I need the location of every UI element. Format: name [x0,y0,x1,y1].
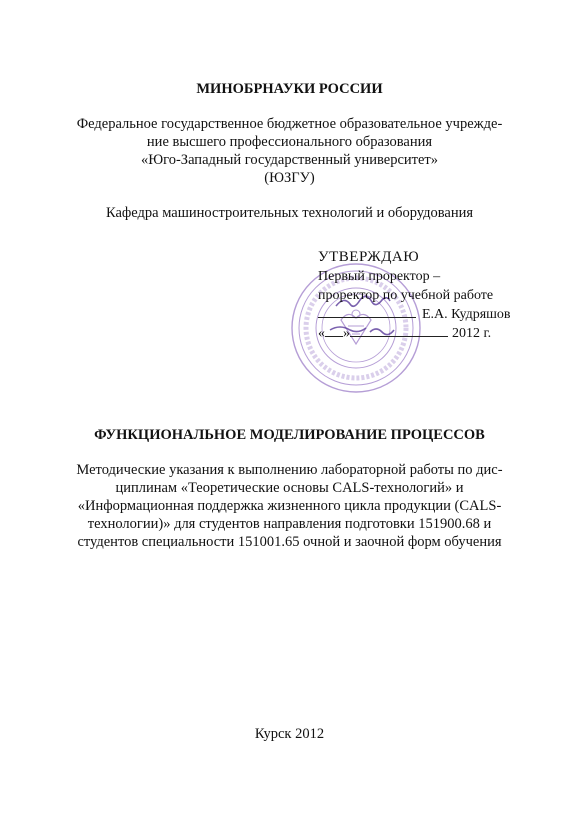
city-year: Курск 2012 [254,726,325,742]
institution-line-4: (ЮЗГУ) [264,170,315,186]
approval-date-row [318,324,528,343]
department-name: Кафедра машиностроительных технологий и оборудования [105,205,474,221]
institution-line-2: ние высшего профессионального образования [146,134,433,150]
date-month-line [350,324,448,337]
institution-line-3: «Юго-Западный государственный университет» [140,152,439,168]
approval-signature-row [318,305,528,324]
approval-heading: УТВЕРЖДАЮ [318,249,420,265]
description-line-4: технологии)» для студентов направления подготовки 151900.68 и [87,516,492,532]
approval-signer: Е.А. Кудряшов [422,307,511,322]
date-day-line [325,324,343,337]
document-title: ФУНКЦИОНАЛЬНОЕ МОДЕЛИРОВАНИЕ ПРОЦЕССОВ [94,427,485,443]
description-line-3: «Информационная поддержка жизненного цикла продукции (CALS- [77,498,502,514]
date-open-quote: « [318,326,325,341]
approval-position-line-2: проректор по учебной работе [318,288,494,303]
description-line-1: Методические указания к выполнению лабораторной работы по дис- [76,462,503,478]
signature-line [318,305,416,318]
institution-line-1: Федеральное государственное бюджетное образовательное учрежде- [76,116,503,132]
description-line-2: циплинам «Теоретические основы CALS-технологий» и [115,480,464,496]
ministry-title: МИНОБРНАУКИ РОССИИ [196,81,383,97]
approval-year: 2012 г. [452,326,492,341]
approval-block [318,248,528,343]
date-close-quote: » [343,326,350,341]
description-line-5: студентов специальности 151001.65 очной и заочной форм обучения [77,534,502,550]
approval-position-line-1: Первый проректор – [318,269,441,284]
